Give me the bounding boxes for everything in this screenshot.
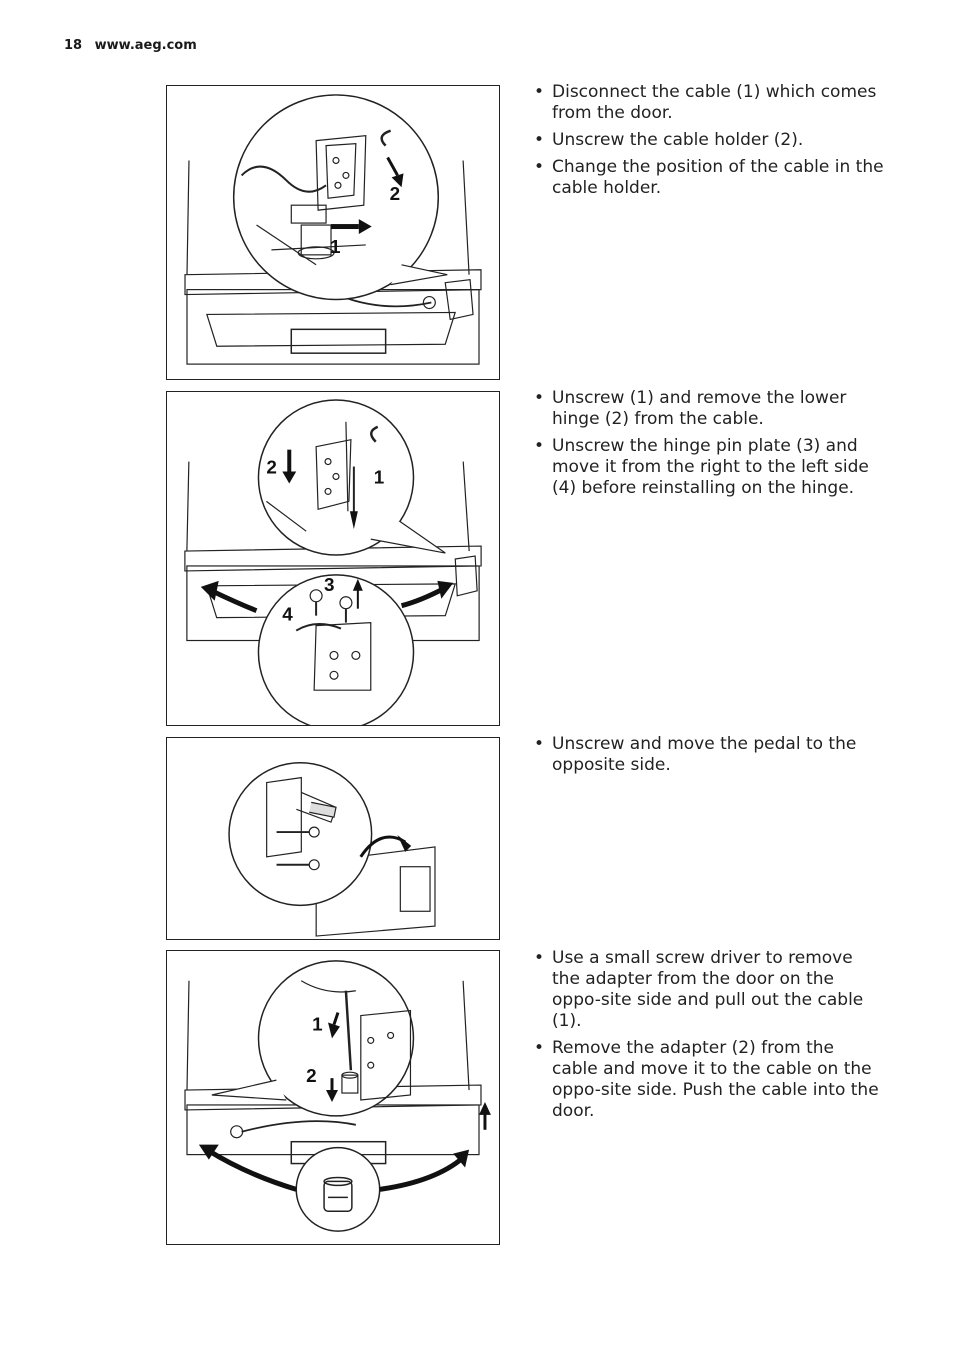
figure-pedal: [166, 737, 500, 940]
step-item: • Change the position of the cable in the cable holder.: [532, 157, 884, 199]
detail-magnifier-pin-plate: [258, 575, 413, 725]
step-item: • Unscrew the cable holder (2).: [532, 130, 884, 151]
step-item: • Use a small screw driver to remove the adapter from the door on the oppo-site side and pull out the cable (1).: [532, 948, 884, 1032]
callout-3: 3: [324, 573, 335, 595]
illustration-cable-holder: [167, 86, 499, 379]
website-url: www.aeg.com: [94, 38, 197, 53]
callout-2: 2: [389, 183, 401, 205]
callout-1: 1: [373, 466, 385, 488]
illustration-hinge-removal: [167, 392, 499, 725]
callout-1: 1: [330, 235, 341, 257]
step-item: • Disconnect the cable (1) which comes from the door.: [532, 82, 884, 124]
steps-list-3: [532, 734, 884, 782]
figure-adapter: [166, 950, 500, 1245]
step-item: • Unscrew the hinge pin plate (3) and move it from the right to the left side (4) before reinstalling on the hinge.: [532, 436, 884, 499]
steps-list-1: [532, 82, 884, 205]
steps-list-2: [532, 388, 884, 505]
illustration-adapter: [167, 951, 499, 1244]
callout-2: 2: [306, 1065, 317, 1087]
figure-lower-hinge: [166, 391, 500, 726]
callout-4: 4: [282, 603, 293, 625]
callout-1: 1: [312, 1013, 323, 1035]
step-item: • Remove the adapter (2) from the cable and move it to the cable on the oppo-site side. Push the cable into the door.: [532, 1038, 884, 1122]
detail-magnifier-pedal: [229, 763, 372, 906]
callout-2: 2: [266, 456, 277, 478]
step-item: • Unscrew (1) and remove the lower hinge (2) from the cable.: [532, 388, 884, 430]
steps-list-4: [532, 948, 884, 1128]
page-number: 18: [64, 38, 83, 53]
step-item: • Unscrew and move the pedal to the opposite side.: [532, 734, 884, 776]
detail-magnifier-adapter-part: [296, 1148, 379, 1231]
illustration-pedal: [167, 738, 499, 939]
figure-cable-disconnect: [166, 85, 500, 380]
page-header: [64, 38, 197, 53]
